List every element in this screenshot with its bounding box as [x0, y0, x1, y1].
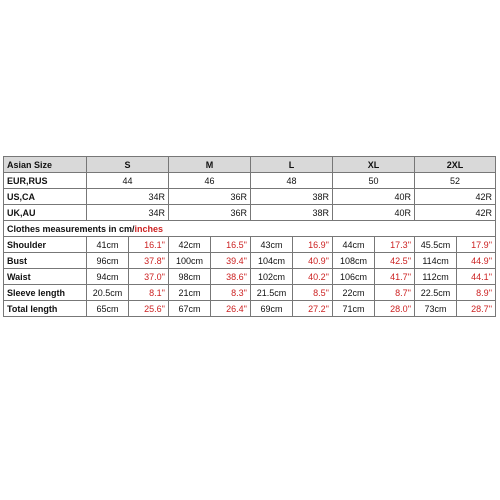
inch-cell: 42.5''	[375, 253, 415, 269]
inch-cell: 17.9''	[457, 237, 496, 253]
size-s-header: S	[87, 157, 169, 173]
cm-cell: 20.5cm	[87, 285, 129, 301]
inch-cell: 16.5''	[211, 237, 251, 253]
cm-cell: 22.5cm	[415, 285, 457, 301]
size-2xl-header: 2XL	[415, 157, 496, 173]
cm-cell: 21.5cm	[251, 285, 293, 301]
inch-cell: 17.3''	[375, 237, 415, 253]
inch-cell: 26.4''	[211, 301, 251, 317]
inch-cell: 44.1''	[457, 269, 496, 285]
waist-row	[4, 269, 496, 285]
inch-cell: 40.9''	[293, 253, 333, 269]
inch-cell: 41.7''	[375, 269, 415, 285]
cm-cell: 100cm	[169, 253, 211, 269]
row-label: Bust	[4, 253, 87, 269]
cm-cell: 96cm	[87, 253, 129, 269]
inch-cell: 25.6''	[129, 301, 169, 317]
size-m-header: M	[169, 157, 251, 173]
uk-au-row	[4, 205, 496, 221]
size-chart-table	[3, 156, 496, 317]
table-cell: 36R	[169, 189, 251, 205]
cm-cell: 102cm	[251, 269, 293, 285]
cm-cell: 44cm	[333, 237, 375, 253]
sleeve-length-row	[4, 285, 496, 301]
table-cell: 44	[87, 173, 169, 189]
table-cell: 46	[169, 173, 251, 189]
inch-cell: 16.1''	[129, 237, 169, 253]
row-label: Total length	[4, 301, 87, 317]
measurements-section-row	[4, 221, 496, 237]
inch-cell: 8.3''	[211, 285, 251, 301]
cm-cell: 45.5cm	[415, 237, 457, 253]
inch-cell: 27.2''	[293, 301, 333, 317]
inch-cell: 8.9''	[457, 285, 496, 301]
table-cell: 40R	[333, 189, 415, 205]
cm-cell: 67cm	[169, 301, 211, 317]
cm-cell: 98cm	[169, 269, 211, 285]
inch-cell: 37.8''	[129, 253, 169, 269]
cm-cell: 112cm	[415, 269, 457, 285]
inch-cell: 8.5''	[293, 285, 333, 301]
eur-rus-row	[4, 173, 496, 189]
cm-cell: 21cm	[169, 285, 211, 301]
size-l-header: L	[251, 157, 333, 173]
table-cell: 34R	[87, 205, 169, 221]
row-label: UK,AU	[4, 205, 87, 221]
table-cell: 48	[251, 173, 333, 189]
row-label: Waist	[4, 269, 87, 285]
table-cell: 52	[415, 173, 496, 189]
section-title-prefix: Clothes measurements in cm/	[7, 223, 135, 234]
inch-cell: 8.7''	[375, 285, 415, 301]
cm-cell: 41cm	[87, 237, 129, 253]
inch-cell: 28.7''	[457, 301, 496, 317]
row-label: EUR,RUS	[4, 173, 87, 189]
table-cell: 38R	[251, 205, 333, 221]
shoulder-row	[4, 237, 496, 253]
cm-cell: 42cm	[169, 237, 211, 253]
us-ca-row	[4, 189, 496, 205]
cm-cell: 106cm	[333, 269, 375, 285]
inch-cell: 28.0''	[375, 301, 415, 317]
cm-cell: 73cm	[415, 301, 457, 317]
inch-cell: 8.1''	[129, 285, 169, 301]
inch-cell: 38.6''	[211, 269, 251, 285]
table-cell: 40R	[333, 205, 415, 221]
inch-cell: 16.9''	[293, 237, 333, 253]
inch-cell: 39.4''	[211, 253, 251, 269]
table-cell: 50	[333, 173, 415, 189]
inch-cell: 40.2''	[293, 269, 333, 285]
row-label: Shoulder	[4, 237, 87, 253]
cm-cell: 43cm	[251, 237, 293, 253]
table-cell: 42R	[415, 189, 496, 205]
row-label: US,CA	[4, 189, 87, 205]
cm-cell: 104cm	[251, 253, 293, 269]
size-xl-header: XL	[333, 157, 415, 173]
bust-row	[4, 253, 496, 269]
inch-cell: 37.0''	[129, 269, 169, 285]
cm-cell: 69cm	[251, 301, 293, 317]
asian-size-label: Asian Size	[4, 157, 87, 173]
cm-cell: 22cm	[333, 285, 375, 301]
table-cell: 42R	[415, 205, 496, 221]
table-cell: 34R	[87, 189, 169, 205]
cm-cell: 94cm	[87, 269, 129, 285]
row-label: Sleeve length	[4, 285, 87, 301]
cm-cell: 65cm	[87, 301, 129, 317]
cm-cell: 108cm	[333, 253, 375, 269]
cm-cell: 71cm	[333, 301, 375, 317]
size-header-row	[4, 157, 496, 173]
table-cell: 36R	[169, 205, 251, 221]
measurements-section-title	[4, 221, 496, 237]
total-length-row	[4, 301, 496, 317]
table-cell: 38R	[251, 189, 333, 205]
inch-cell: 44.9''	[457, 253, 496, 269]
section-title-inches: inches	[134, 223, 164, 234]
cm-cell: 114cm	[415, 253, 457, 269]
